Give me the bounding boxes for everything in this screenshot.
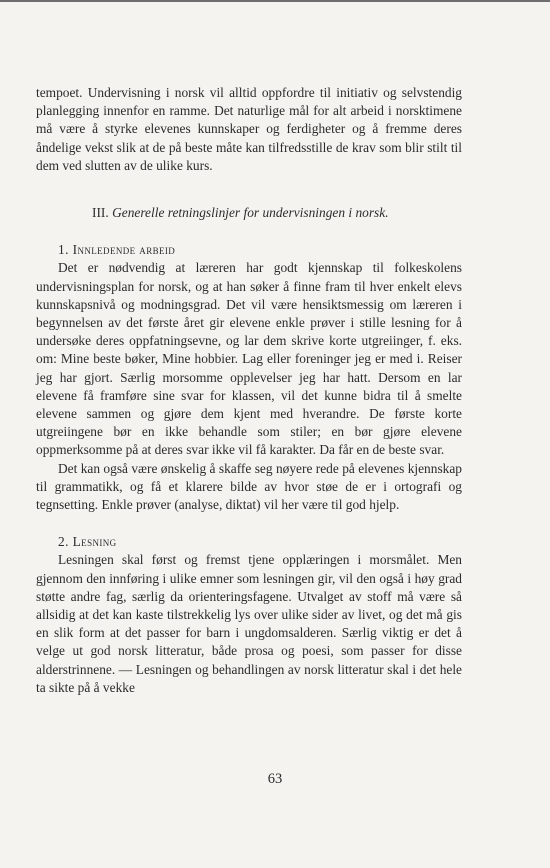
- paragraph-innledende-2: Det kan også være ønskelig å skaffe seg nøyere rede på elevenes kjennskap til grammatikk, og få et klarere bilde av hvor støe de er i ortografi og tegnsetting. Enkle prøver (analyse, diktat) vil her være til god hjelp.: [36, 460, 462, 513]
- subheading-title: Lesning: [72, 534, 117, 550]
- top-border-line: [0, 0, 550, 2]
- subheading-lesning: [58, 533, 462, 551]
- paragraph-innledende-1: Det er nødvendig at læreren har godt kjennskap til folkeskolens undervisningsplan for norsk, og at han søker å finne fram til hver enkelt elevs kunnskapsnivå og modningsgrad. Det vil være hensiktsmessig om læreren i begynnelsen av det første året gir elevene enkle prøver i stille lesning for å undersøke deres oppfatningsevne, og lar dem skrive korte utgreiinger, f. eks. om: Mine beste bøker, Mine hobbier. Lag eller foreninger jeg er med i. Reiser jeg har gjort. Særlig morsomme opplevelser jeg har hatt. Dersom en lar elevene få framføre sine svar for klassen, vil det kunne bidra til å smelte elevene sammen og gjøre dem kjent med hverandre. De første korte utgreiingene bør en ikke behandle som stiler; en bør gjøre elevene oppmerksomme på at deres svar ikke vil få karakter. Da får en de beste svar.: [36, 260, 462, 458]
- section-heading: [36, 204, 462, 222]
- section-numeral: III.: [92, 205, 109, 221]
- subheading-number: 2.: [58, 534, 69, 550]
- paragraph-continuation: tempoet. Undervisning i norsk vil alltid oppfordre til initiativ og selvstendig planlegging innenfor en ramme. Det naturlige mål for alt arbeid i norsktimene må være å styrke elevenes kunnskaper og ferdigheter og å fremme deres åndelige vekst slik at de på beste måte kan tilfredsstille de krav som blir stilt til dem ved slutten av de ulike kurs.: [36, 85, 462, 173]
- page-body: [36, 84, 462, 697]
- page-number: 63: [267, 771, 283, 787]
- subheading-title: Innledende arbeid: [72, 242, 176, 258]
- paragraph-lesning-1: Lesningen skal først og fremst tjene opplæringen i morsmålet. Men gjennom den innføring i ulike emner som lesningen gir, vil den også i høy grad støtte andre fag, særlig da orienteringsfagene. Utvalget av stoff må være så allsidig at det kan kaste tilstrekkelig lys over ulike sider av livet, og det må gis en slik form at det passer for barn i ungdomsalderen. Særlig viktig er det å velge ut god norsk litteratur, både prosa og poesi, som passer for disse alderstrinnene. — Lesningen og behandlingen av norsk litteratur skal i det hele ta sikte på å vekke: [36, 552, 462, 695]
- section-title: Generelle retningslinjer for undervisningen i norsk.: [112, 205, 389, 221]
- subheading-innledende-arbeid: [58, 241, 462, 259]
- subheading-number: 1.: [58, 242, 69, 258]
